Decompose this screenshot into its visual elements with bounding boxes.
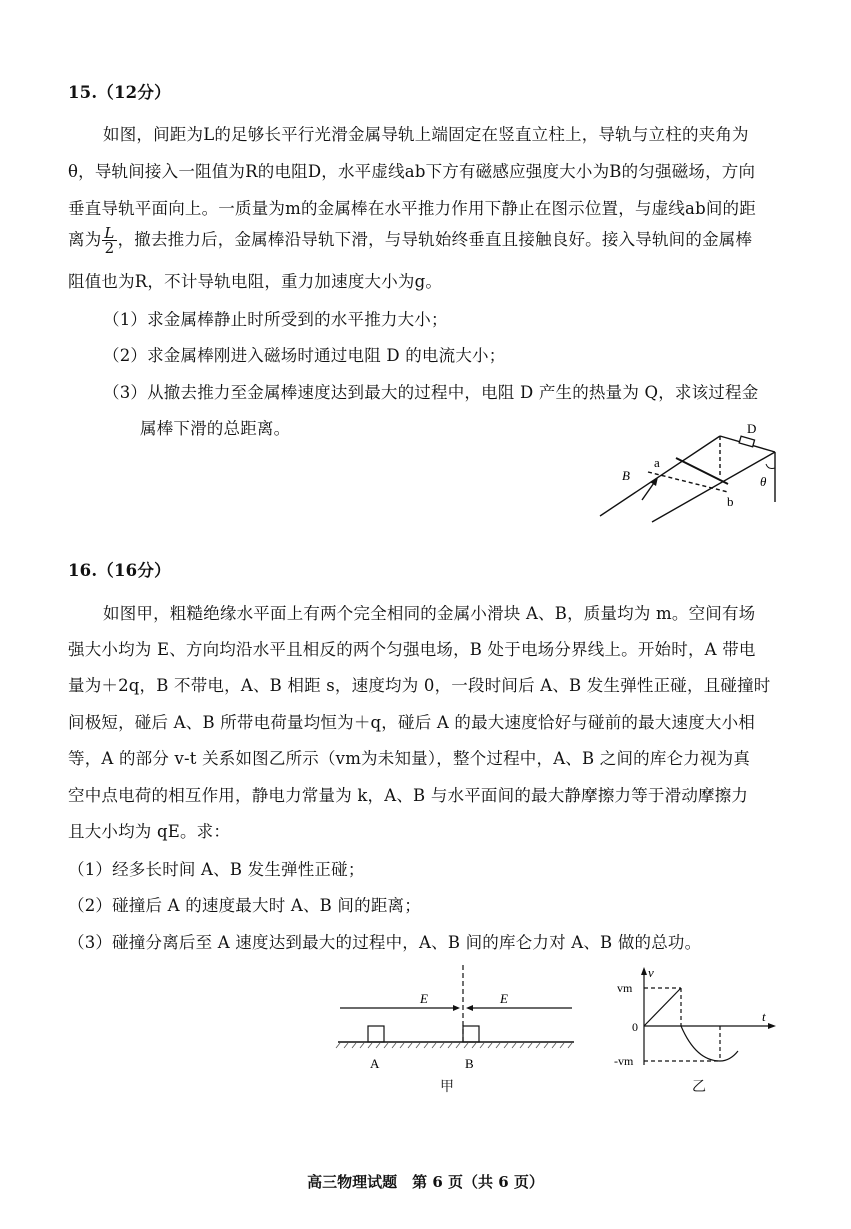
label-t: t [762, 1009, 766, 1024]
curve-tail [720, 1051, 738, 1061]
q16-subquestion-3: （3）碰撞分离后至 A 速度达到最大的过程中，A、B 间的库仑力对 A、B 做的总功。 [68, 933, 702, 952]
label-d: D [747, 421, 757, 436]
v-axis-arrowhead-icon [641, 967, 647, 975]
q16-number: 16.（16分） [68, 561, 171, 580]
q15-subquestion-2: （2）求金属棒刚进入磁场时通过电阻 D 的电流大小； [103, 346, 506, 365]
label-b: b [727, 494, 734, 509]
rail-right [652, 452, 775, 522]
q16-text-line-3: 量为＋2q，B 不带电，A、B 相距 s，速度均为 0，一段时间后 A、B 发生弹性正碰，且碰撞时 [68, 676, 771, 695]
q16-text-line-5: 等，A 的部分 v-t 关系如图乙所示（vm为未知量），整个过程中，A、B 之间的库仑力视为真 [68, 749, 751, 768]
accel-segment [644, 988, 681, 1026]
page-footer: 高三物理试题 第 6 页（共 6 页） [307, 1173, 544, 1191]
q15-subquestion-1: （1）求金属棒静止时所受到的水平推力大小； [103, 310, 448, 329]
q15-text-line-4 [68, 226, 752, 255]
fraction-numerator: L [104, 224, 115, 242]
q15-subquestion-3-line-1: （3）从撤去推力至金属棒速度达到最大的过程中，电阻 D 产生的热量为 Q，求该过程金 [103, 383, 759, 402]
rail-left [600, 436, 720, 516]
angle-theta-arc [766, 464, 775, 469]
q16-text-line-2: 强大小均为 E、方向均沿水平且相反的两个匀强电场，B 处于电场分界线上。开始时，A 带电 [68, 640, 756, 659]
label-block-b: B [465, 1056, 474, 1071]
rail-diagram [590, 420, 790, 525]
label-e-right: E [500, 991, 508, 1006]
q15-text-line-3: 垂直导轨平面向上。一质量为m的金属棒在水平推力作用下静止在图示位置，与虚线ab间的距 [68, 199, 756, 218]
q15-subquestion-3-line-2: 属棒下滑的总距离。 [140, 419, 291, 438]
q15-line-4-prefix: 离为 [68, 230, 102, 249]
q15-text-line-1: 如图，间距为L的足够长平行光滑金属导轨上端固定在竖直立柱上，导轨与立柱的夹角为 [103, 125, 749, 144]
q15-line-4-suffix: ，撤去推力后，金属棒沿导轨下滑，与导轨始终垂直且接触良好。接入导轨间的金属棒 [117, 230, 753, 249]
label-neg-vm: -vm [614, 1054, 634, 1068]
q16-subquestion-2: （2）碰撞后 A 的速度最大时 A、B 间的距离； [68, 896, 421, 915]
dashed-line-ab [648, 472, 728, 492]
q16-text-line-7: 且大小均为 qE。求： [68, 822, 231, 841]
fraction-denominator: 2 [104, 239, 115, 257]
q16-text-line-6: 空中点电荷的相互作用，静电力常量为 k，A、B 与水平面间的最大静摩擦力等于滑动摩擦力 [68, 786, 749, 805]
q16-text-line-4: 间极短，碰后 A、B 所带电荷量均恒为＋q，碰后 A 的最大速度恰好与碰前的最大速度大小相 [68, 713, 755, 732]
q15-text-line-2: θ，导轨间接入一阻值为R的电阻D，水平虚线ab下方有磁感应强度大小为B的匀强磁场，方向 [68, 162, 756, 181]
arrow-right-icon [453, 1005, 460, 1011]
label-a: a [654, 455, 660, 470]
arrowhead-icon [650, 477, 658, 486]
label-zero: 0 [632, 1020, 638, 1034]
label-theta: θ [760, 474, 767, 489]
arrow-left-icon [466, 1005, 473, 1011]
q15-number: 15.（12分） [68, 83, 171, 102]
label-e-left: E [420, 991, 428, 1006]
figure-yi-vt-graph [612, 965, 782, 1070]
caption-jia: 甲 [440, 1079, 455, 1095]
fraction-l-over-2 [102, 226, 116, 255]
caption-yi: 乙 [692, 1079, 707, 1095]
q15-text-line-5: 阻值也为R，不计导轨电阻，重力加速度大小为g。 [68, 272, 443, 291]
t-axis-arrowhead-icon [768, 1023, 776, 1029]
label-block-a: A [370, 1056, 380, 1071]
label-b-field: B [622, 468, 630, 483]
figure-jia [332, 963, 582, 1073]
block-a [368, 1026, 384, 1042]
q16-text-line-1: 如图甲，粗糙绝缘水平面上有两个完全相同的金属小滑块 A、B，质量均为 m。空间有场 [103, 604, 756, 623]
q16-subquestion-1: （1）经多长时间 A、B 发生弹性正碰； [68, 860, 365, 879]
block-b [463, 1026, 479, 1042]
resistor-d [739, 436, 754, 447]
label-vm: vm [617, 981, 633, 995]
label-v: v [648, 965, 654, 980]
curve-after-collision [681, 1026, 720, 1061]
